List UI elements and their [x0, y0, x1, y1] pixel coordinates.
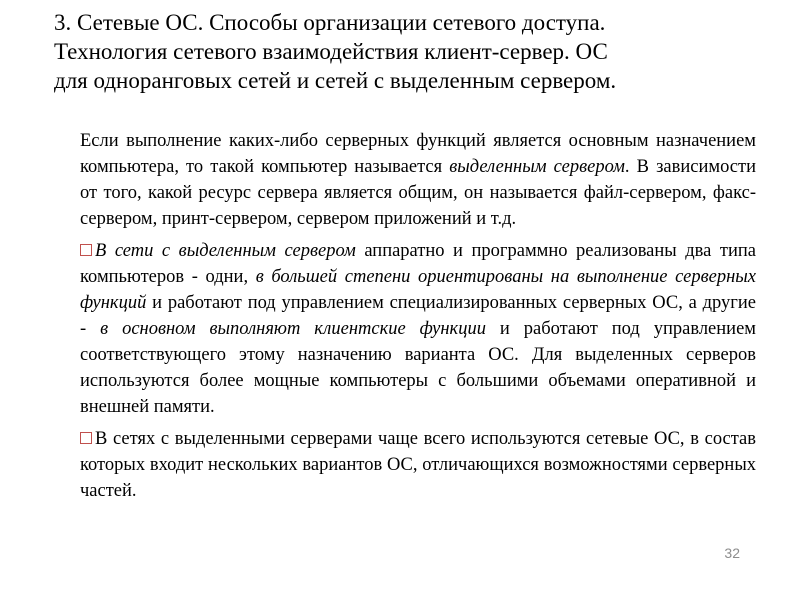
para1-text-1: Если выполнение каких-либо серверных функций является основным назначением компьютера, то такой компьютер называется — [80, 131, 756, 177]
slide-title — [54, 8, 744, 95]
para1-text-2: . В зависимости от того, какой ресурс сервера является общим, он называется файл-сервером, факс-сервером, принт-сервером, сервером приложений и т.д. — [80, 157, 756, 229]
para2-text-2: и работают под управлением специализированных серверных ОС, а другие - — [80, 293, 756, 339]
square-outline-bullet-icon — [80, 244, 92, 256]
para2-text-3: и работают под управлением соответствующего этому назначению варианта ОС. Для выделенных серверов используются более мощные компьютеры с большими объемами оперативной и внешней памяти. — [80, 319, 756, 417]
square-outline-bullet-icon — [80, 432, 92, 444]
para2-emphasis-2: в большей степени ориентированы на выполнение серверных функций — [80, 267, 756, 313]
para1-emphasis-dedicated-server: выделенным сервером — [449, 157, 625, 177]
title-line-3: для одноранговых сетей и сетей с выделенным сервером. — [54, 68, 617, 93]
para2-emphasis-1: В сети с выделенным сервером — [95, 241, 356, 261]
page-number: 32 — [724, 545, 740, 561]
paragraph-dedicated-server-definition — [80, 128, 756, 232]
title-line-1: 3. Сетевые ОС. Способы организации сетевого доступа. — [54, 10, 606, 35]
slide-body — [80, 128, 756, 510]
para2-emphasis-3: в основном выполняют клиентские функции — [100, 319, 486, 339]
bullet-paragraph-network-os — [80, 426, 756, 504]
bullet-paragraph-dedicated-network — [80, 238, 756, 420]
title-line-2: Технология сетевого взаимодействия клиент-сервер. ОС — [54, 39, 608, 64]
para2-text-1: аппаратно и программно реализованы два типа компьютеров - одни, — [80, 241, 757, 287]
para3-text-1: В сетях с выделенными серверами чаще всего используются сетевые ОС, в состав которых входит нескольких вариантов ОС, отличающихся возможностями серверных частей. — [80, 429, 756, 501]
